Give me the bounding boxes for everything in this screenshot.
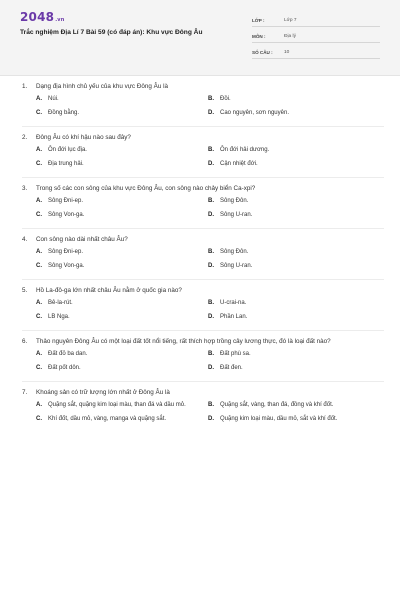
option-letter: A. <box>36 96 42 102</box>
answer-option[interactable] <box>208 310 380 324</box>
option-text: Cao nguyên, sơn nguyên. <box>220 109 289 116</box>
question-item <box>22 82 384 127</box>
answer-option[interactable] <box>208 92 380 106</box>
answer-option[interactable] <box>36 398 208 412</box>
option-text: LB Nga. <box>48 313 70 320</box>
answer-options <box>36 194 384 222</box>
question-text <box>22 133 384 143</box>
quiz-meta <box>252 14 380 62</box>
answer-option[interactable] <box>36 143 208 157</box>
question-divider <box>22 330 384 331</box>
meta-key: MÔN : <box>252 33 266 39</box>
question-item <box>22 337 384 382</box>
option-letter: C. <box>36 263 42 269</box>
question-item <box>22 133 384 178</box>
question-item <box>22 388 384 426</box>
option-text: Khí đốt, dầu mỏ, vàng, manga và quặng sắt. <box>48 415 167 422</box>
question-divider <box>22 279 384 280</box>
answer-option[interactable] <box>208 194 380 208</box>
answer-option[interactable] <box>36 157 208 171</box>
question-divider <box>22 228 384 229</box>
option-text: Sông Von-ga. <box>48 211 85 218</box>
answer-option[interactable] <box>208 412 380 426</box>
page-header <box>0 0 400 76</box>
option-letter: A. <box>36 300 42 306</box>
answer-options <box>36 296 384 324</box>
option-text: Sông Đôn. <box>220 248 249 255</box>
option-text: Sông Von-ga. <box>48 262 85 269</box>
option-letter: C. <box>36 365 42 371</box>
option-letter: B. <box>208 300 214 306</box>
question-body: Đông Âu có khí hậu nào sau đây? <box>36 134 131 141</box>
answer-option[interactable] <box>208 157 380 171</box>
option-letter: B. <box>208 402 214 408</box>
option-text: Đất đỏ ba dan. <box>48 350 88 357</box>
question-list <box>0 76 400 426</box>
question-number: 4. <box>22 236 28 243</box>
option-letter: D. <box>208 263 214 269</box>
question-number: 3. <box>22 185 28 192</box>
answer-option[interactable] <box>208 106 380 120</box>
option-text: Quặng kim loại màu, dầu mỏ, sắt và khí đốt. <box>220 415 338 422</box>
option-text: Sông Đôn. <box>220 197 249 204</box>
option-text: Sông U-ran. <box>220 262 253 269</box>
meta-value: 10 <box>284 49 290 55</box>
answer-option[interactable] <box>36 347 208 361</box>
question-text <box>22 388 384 398</box>
meta-key: LỚP : <box>252 17 265 23</box>
meta-value: Địa lý <box>284 33 296 39</box>
question-divider <box>22 126 384 127</box>
answer-options <box>36 347 384 375</box>
question-body: Dạng địa hình chủ yếu của khu vực Đông Âu là <box>36 83 168 90</box>
option-text: Quặng sắt, vàng, than đá, đồng và khí đốt. <box>220 401 334 408</box>
option-letter: D. <box>208 314 214 320</box>
question-number: 6. <box>22 338 28 345</box>
question-body: Thảo nguyên Đông Âu có một loại đất tốt nổi tiếng, rất thích hợp trồng cây lương thực, đó là loại đất nào? <box>36 338 331 345</box>
option-text: Núi. <box>48 95 59 102</box>
option-letter: D. <box>208 365 214 371</box>
question-divider <box>22 381 384 382</box>
answer-options <box>36 245 384 273</box>
answer-options <box>36 143 384 171</box>
answer-option[interactable] <box>208 259 380 273</box>
option-letter: C. <box>36 314 42 320</box>
option-text: Ôn đới lục địa. <box>48 146 87 153</box>
meta-key: SỐ CÂU : <box>252 49 273 55</box>
answer-option[interactable] <box>36 245 208 259</box>
question-body: Con sông nào dài nhất châu Âu? <box>36 236 128 243</box>
option-letter: C. <box>36 416 42 422</box>
question-text <box>22 184 384 194</box>
question-item <box>22 286 384 331</box>
meta-row-count <box>252 46 380 59</box>
meta-row-subject <box>252 30 380 43</box>
option-letter: A. <box>36 198 42 204</box>
option-text: Đồng bằng. <box>48 109 80 116</box>
question-text <box>22 235 384 245</box>
question-number: 7. <box>22 389 28 396</box>
option-letter: C. <box>36 161 42 167</box>
answer-option[interactable] <box>36 194 208 208</box>
option-text: Ôn đới hải dương. <box>220 146 270 153</box>
option-letter: D. <box>208 212 214 218</box>
logo-text: 2048 <box>20 10 55 24</box>
quiz-title: Trắc nghiệm Địa Lí 7 Bài 59 (có đáp án): Khu vực Đông Âu <box>20 29 203 36</box>
option-text: Đồi. <box>220 95 231 102</box>
option-text: U-crai-na. <box>220 299 247 306</box>
option-letter: B. <box>208 96 214 102</box>
answer-option[interactable] <box>208 296 380 310</box>
question-item <box>22 184 384 229</box>
meta-row-class <box>252 14 380 27</box>
answer-option[interactable] <box>36 296 208 310</box>
answer-options <box>36 92 384 120</box>
option-text: Bê-la-rút. <box>48 299 73 306</box>
answer-option[interactable] <box>36 412 208 426</box>
option-letter: B. <box>208 147 214 153</box>
option-text: Sông Đni-ep. <box>48 197 84 204</box>
answer-option[interactable] <box>36 259 208 273</box>
answer-option[interactable] <box>208 245 380 259</box>
logo-suffix: .vn <box>55 17 65 23</box>
answer-option[interactable] <box>36 310 208 324</box>
option-text: Cận nhiệt đới. <box>220 160 258 167</box>
answer-option[interactable] <box>208 208 380 222</box>
option-text: Sông U-ran. <box>220 211 253 218</box>
option-letter: D. <box>208 416 214 422</box>
option-letter: B. <box>208 351 214 357</box>
option-letter: D. <box>208 110 214 116</box>
option-text: Phần Lan. <box>220 313 248 320</box>
option-text: Địa trung hải. <box>48 160 84 167</box>
option-letter: A. <box>36 147 42 153</box>
meta-value: Lớp 7 <box>284 17 297 23</box>
option-letter: B. <box>208 249 214 255</box>
answer-option[interactable] <box>208 143 380 157</box>
answer-option[interactable] <box>36 208 208 222</box>
question-text <box>22 82 384 92</box>
option-letter: C. <box>36 212 42 218</box>
option-text: Sông Đni-ep. <box>48 248 84 255</box>
question-number: 5. <box>22 287 28 294</box>
option-letter: A. <box>36 249 42 255</box>
answer-option[interactable] <box>36 106 208 120</box>
question-body: Khoáng sản có trữ lượng lớn nhất ở Đông Âu là <box>36 389 170 396</box>
question-item <box>22 235 384 280</box>
answer-option[interactable] <box>208 398 380 412</box>
answer-options <box>36 398 384 426</box>
option-text: Đất phù sa. <box>220 350 251 357</box>
option-letter: D. <box>208 161 214 167</box>
option-text: Đất đen. <box>220 364 243 371</box>
question-number: 1. <box>22 83 28 90</box>
question-number: 2. <box>22 134 28 141</box>
question-body: Trong số các con sông của khu vực Đông Âu, con sông nào chảy biển Ca-xpi? <box>36 185 256 192</box>
option-letter: B. <box>208 198 214 204</box>
option-text: Đất pốt dôn. <box>48 364 81 371</box>
option-letter: C. <box>36 110 42 116</box>
option-letter: A. <box>36 402 42 408</box>
question-divider <box>22 177 384 178</box>
answer-option[interactable] <box>208 347 380 361</box>
answer-option[interactable] <box>36 361 208 375</box>
answer-option[interactable] <box>208 361 380 375</box>
question-text <box>22 286 384 296</box>
question-body: Hồ La-đô-ga lớn nhất châu Âu nằm ở quốc gia nào? <box>36 287 182 294</box>
question-text <box>22 337 384 347</box>
answer-option[interactable] <box>36 92 208 106</box>
option-text: Quặng sắt, quặng kim loại màu, than đá và dầu mỏ. <box>48 401 186 408</box>
option-letter: A. <box>36 351 42 357</box>
